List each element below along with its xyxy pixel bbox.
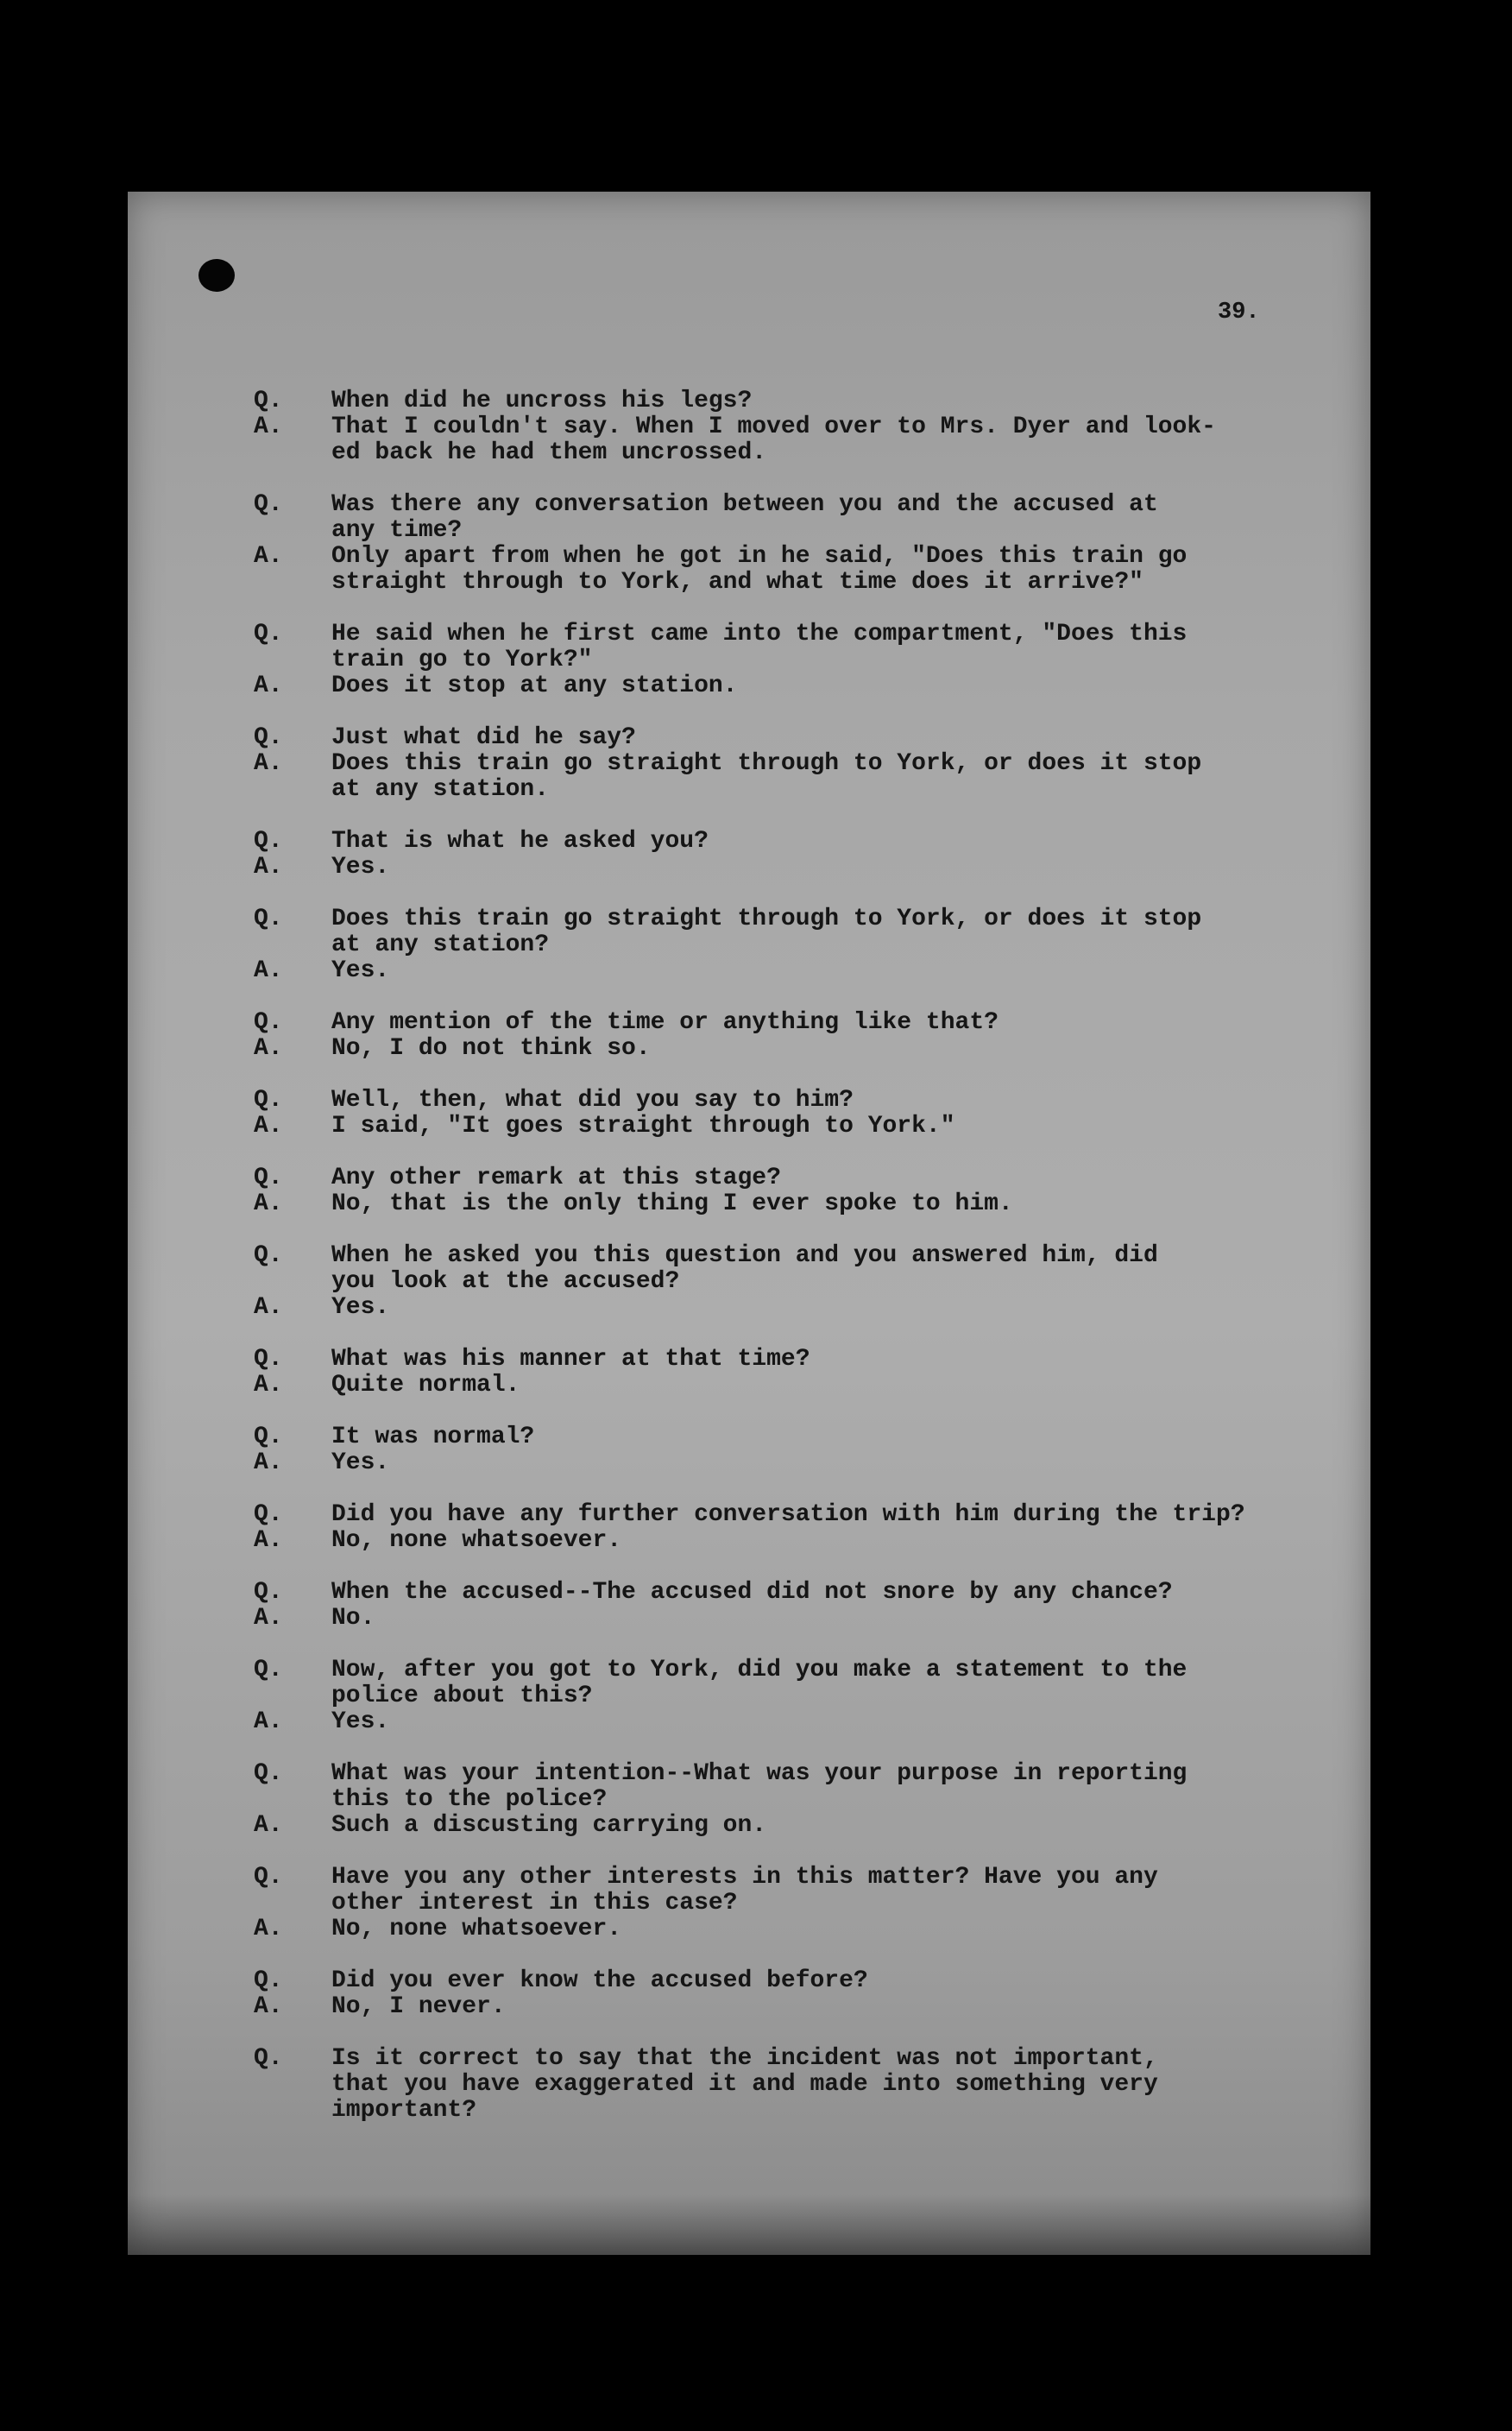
- answer-line: [254, 673, 1324, 699]
- question-line: [254, 1088, 1324, 1114]
- answer-label: A.: [254, 854, 283, 881]
- answer-text: Yes.: [331, 854, 390, 881]
- answer-line: [254, 1450, 1324, 1476]
- answer-line: [254, 1036, 1324, 1062]
- question-text: When he asked you this question and you answered him, did you look at the accused?: [331, 1242, 1158, 1295]
- question-label: Q.: [254, 828, 283, 855]
- answer-text: No, I do not think so.: [331, 1035, 651, 1062]
- answer-label: A.: [254, 1605, 283, 1632]
- answer-text: I said, "It goes straight through to York.": [331, 1113, 955, 1140]
- answer-line: [254, 414, 1324, 466]
- question-text: Any other remark at this stage?: [331, 1165, 781, 1191]
- qa-exchange: [254, 1243, 1324, 1321]
- question-text: Any mention of the time or anything like that?: [331, 1009, 999, 1036]
- answer-text: That I couldn't say. When I moved over to Mrs. Dyer and look- ed back he had them uncrossed.: [331, 414, 1216, 466]
- question-label: Q.: [254, 906, 283, 932]
- question-line: [254, 492, 1324, 544]
- punch-hole: [198, 259, 235, 292]
- question-label: Q.: [254, 724, 283, 751]
- qa-exchange: [254, 1580, 1324, 1632]
- question-text: It was normal?: [331, 1424, 535, 1450]
- answer-line: [254, 1709, 1324, 1735]
- question-line: [254, 829, 1324, 855]
- answer-label: A.: [254, 1527, 283, 1554]
- qa-exchange: [254, 1165, 1324, 1217]
- question-line: [254, 1502, 1324, 1528]
- question-text: He said when he first came into the compartment, "Does this train go to York?": [331, 621, 1188, 673]
- answer-label: A.: [254, 1113, 283, 1140]
- qa-exchange: [254, 1502, 1324, 1554]
- question-text: Did you ever know the accused before?: [331, 1967, 868, 1994]
- answer-line: [254, 1114, 1324, 1140]
- qa-exchange: [254, 492, 1324, 596]
- qa-exchange: [254, 1658, 1324, 1735]
- answer-line: [254, 855, 1324, 881]
- page-number: 39.: [1218, 300, 1260, 325]
- qa-exchange: [254, 388, 1324, 466]
- question-text: What was your intention--What was your purpose in reporting this to the police?: [331, 1760, 1188, 1813]
- answer-text: Yes.: [331, 1708, 390, 1735]
- question-label: Q.: [254, 1657, 283, 1683]
- answer-text: Yes.: [331, 1449, 390, 1476]
- answer-text: Yes.: [331, 1294, 390, 1321]
- answer-text: Only apart from when he got in he said, "Does this train go straight through to York, and what time does it arrive?": [331, 543, 1188, 596]
- answer-text: Does it stop at any station.: [331, 672, 738, 699]
- question-label: Q.: [254, 2045, 283, 2072]
- answer-line: [254, 751, 1324, 803]
- qa-exchange: [254, 1347, 1324, 1399]
- qa-exchange: [254, 1424, 1324, 1476]
- answer-line: [254, 1295, 1324, 1321]
- question-text: Is it correct to say that the incident was not important, that you have exaggerated it and made into something very important?: [331, 2045, 1158, 2124]
- answer-label: A.: [254, 1916, 283, 1942]
- question-text: That is what he asked you?: [331, 828, 709, 855]
- question-label: Q.: [254, 1967, 283, 1994]
- question-label: Q.: [254, 491, 283, 518]
- question-line: [254, 906, 1324, 958]
- qa-exchange: [254, 906, 1324, 984]
- question-label: Q.: [254, 1165, 283, 1191]
- answer-line: [254, 544, 1324, 596]
- question-line: [254, 1347, 1324, 1373]
- answer-label: A.: [254, 957, 283, 984]
- qa-exchange: [254, 1761, 1324, 1839]
- question-line: [254, 1761, 1324, 1813]
- answer-label: A.: [254, 1449, 283, 1476]
- answer-line: [254, 1916, 1324, 1942]
- question-line: [254, 1580, 1324, 1606]
- answer-label: A.: [254, 1035, 283, 1062]
- answer-text: Yes.: [331, 957, 390, 984]
- answer-line: [254, 958, 1324, 984]
- answer-label: A.: [254, 1190, 283, 1217]
- question-label: Q.: [254, 1346, 283, 1373]
- question-label: Q.: [254, 1242, 283, 1269]
- question-text: Did you have any further conversation with him during the trip?: [331, 1501, 1245, 1528]
- answer-line: [254, 1528, 1324, 1554]
- question-label: Q.: [254, 388, 283, 414]
- answer-line: [254, 1994, 1324, 2020]
- answer-label: A.: [254, 1812, 283, 1839]
- answer-text: No, that is the only thing I ever spoke to him.: [331, 1190, 1013, 1217]
- document-page: [128, 192, 1370, 2255]
- question-text: When the accused--The accused did not snore by any chance?: [331, 1579, 1173, 1606]
- question-text: What was his manner at that time?: [331, 1346, 810, 1373]
- qa-exchange: [254, 622, 1324, 699]
- question-line: [254, 1424, 1324, 1450]
- question-line: [254, 1658, 1324, 1709]
- answer-line: [254, 1373, 1324, 1399]
- answer-label: A.: [254, 672, 283, 699]
- question-text: Now, after you got to York, did you make a statement to the police about this?: [331, 1657, 1188, 1709]
- question-text: Was there any conversation between you and the accused at any time?: [331, 491, 1158, 544]
- answer-text: No, none whatsoever.: [331, 1916, 622, 1942]
- answer-text: Such a discusting carrying on.: [331, 1812, 767, 1839]
- transcript: [254, 388, 1324, 2150]
- answer-text: Does this train go straight through to York, or does it stop at any station.: [331, 750, 1202, 803]
- qa-exchange: [254, 1010, 1324, 1062]
- question-label: Q.: [254, 621, 283, 647]
- question-text: When did he uncross his legs?: [331, 388, 753, 414]
- qa-exchange: [254, 829, 1324, 881]
- answer-label: A.: [254, 1294, 283, 1321]
- answer-text: No, I never.: [331, 1993, 506, 2020]
- question-line: [254, 388, 1324, 414]
- answer-line: [254, 1191, 1324, 1217]
- question-line: [254, 1010, 1324, 1036]
- answer-line: [254, 1813, 1324, 1839]
- question-text: Does this train go straight through to York, or does it stop at any station?: [331, 906, 1202, 958]
- question-line: [254, 1865, 1324, 1916]
- question-label: Q.: [254, 1760, 283, 1787]
- question-text: Well, then, what did you say to him?: [331, 1087, 854, 1114]
- question-line: [254, 622, 1324, 673]
- answer-label: A.: [254, 1993, 283, 2020]
- question-label: Q.: [254, 1087, 283, 1114]
- qa-exchange: [254, 725, 1324, 803]
- qa-exchange: [254, 2046, 1324, 2124]
- question-label: Q.: [254, 1009, 283, 1036]
- qa-exchange: [254, 1088, 1324, 1140]
- answer-text: Quite normal.: [331, 1372, 520, 1399]
- question-line: [254, 1968, 1324, 1994]
- question-line: [254, 1165, 1324, 1191]
- question-label: Q.: [254, 1501, 283, 1528]
- answer-label: A.: [254, 543, 283, 570]
- question-text: Have you any other interests in this matter? Have you any other interest in this case?: [331, 1864, 1158, 1916]
- answer-label: A.: [254, 414, 283, 440]
- question-line: [254, 2046, 1324, 2124]
- qa-exchange: [254, 1865, 1324, 1942]
- qa-exchange: [254, 1968, 1324, 2020]
- answer-label: A.: [254, 1372, 283, 1399]
- question-line: [254, 1243, 1324, 1295]
- answer-text: No, none whatsoever.: [331, 1527, 622, 1554]
- answer-label: A.: [254, 750, 283, 777]
- question-label: Q.: [254, 1424, 283, 1450]
- question-label: Q.: [254, 1864, 283, 1891]
- question-label: Q.: [254, 1579, 283, 1606]
- question-line: [254, 725, 1324, 751]
- answer-label: A.: [254, 1708, 283, 1735]
- answer-text: No.: [331, 1605, 375, 1632]
- question-text: Just what did he say?: [331, 724, 636, 751]
- answer-line: [254, 1606, 1324, 1632]
